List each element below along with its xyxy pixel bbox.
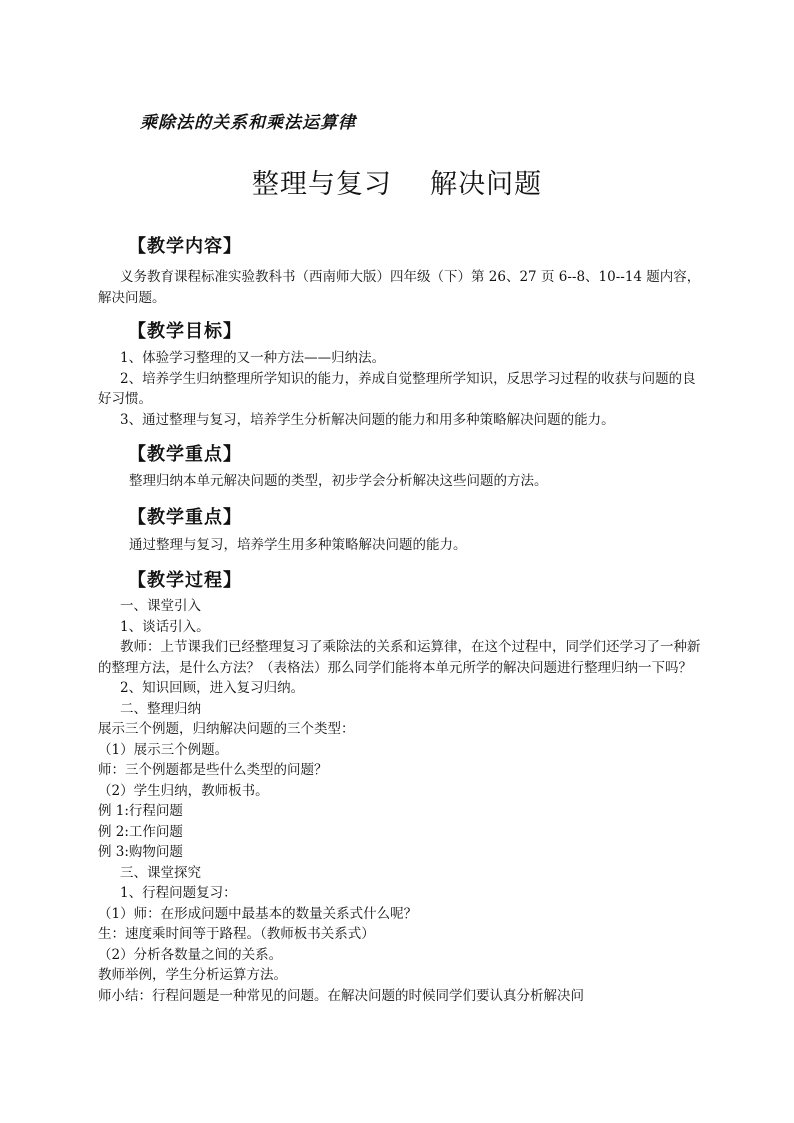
page-title: 整理与复习 解决问题: [251, 169, 543, 200]
process-line: 例 3:购物问题: [98, 844, 183, 860]
section-teaching-focus: [98, 471, 702, 492]
process-line: 教师举例，学生分析运算方法。: [98, 967, 287, 983]
heading-teaching-process: 【教学过程】: [128, 570, 242, 591]
paragraph: 整理归纳本单元解决问题的类型，初步学会分析解决这些问题的方法。: [129, 473, 548, 489]
goal-item: 1、体验学习整理的又一种方法——归纳法。: [120, 350, 386, 366]
heading-teaching-goals: 【教学目标】: [128, 321, 242, 342]
process-line: 教师：上节课我们已经整理复习了乘除法的关系和运算律，在这个过程中，同学们还学习了一种新的整理方法，是什么方法？（表格法）那么同学们能将本单元所学的解决问题进行整理归纳一下吗？: [98, 639, 701, 676]
process-line: 例 1:行程问题: [98, 803, 183, 819]
process-line: 师小结：行程问题是一种常见的问题。在解决问题的时候同学们要认真分析解决问: [98, 987, 584, 1004]
section-teaching-focus-2: [98, 535, 702, 556]
process-line: 2、知识回顾，进入复习归纳。: [120, 680, 305, 696]
process-line: 1、谈话引入。: [120, 618, 210, 635]
goal-item: 3、通过整理与复习，培养学生分析解决问题的能力和用多种策略解决问题的能力。: [120, 411, 615, 428]
paragraph: 通过整理与复习，培养学生用多种策略解决问题的能力。: [129, 537, 467, 553]
process-line: 三、课堂探究: [120, 864, 201, 881]
process-line: （2）学生归纳，教师板书。: [98, 782, 269, 799]
paragraph: 义务教育课程标准实验教科书（西南师大版）四年级（下）第 26、27 页 6--8、10--14 题内容，解决问题。: [98, 269, 701, 306]
process-line: （1）展示三个例题。: [98, 741, 229, 758]
process-line: 展示三个例题，归纳解决问题的三个类型：: [98, 721, 355, 737]
heading-teaching-content: 【教学内容】: [128, 236, 242, 257]
heading-teaching-focus: 【教学重点】: [128, 444, 242, 465]
process-line: （1）师：在形成问题中最基本的数量关系式什么呢？: [98, 905, 418, 922]
process-line: 一、课堂引入: [120, 598, 201, 614]
section-teaching-goals: [98, 348, 702, 430]
section-teaching-content: [98, 267, 702, 308]
process-line: 二、整理归纳: [120, 700, 201, 717]
header-note: 乘除法的关系和乘法运算律: [140, 113, 356, 133]
process-line: 师：三个例题都是些什么类型的问题？: [98, 762, 328, 778]
heading-teaching-focus-2: 【教学重点】: [128, 507, 242, 528]
process-line: 1、行程问题复习：: [120, 885, 237, 901]
goal-item: 2、培养学生归纳整理所学知识的能力，养成自觉整理所学知识，反思学习过程的收获与问题的良好习惯。: [98, 370, 696, 407]
process-line: （2）分析各数量之间的关系。: [98, 946, 283, 963]
process-line: 生：速度乘时间等于路程。（教师板书关系式）: [98, 926, 375, 942]
process-line: 例 2:工作问题: [98, 823, 183, 840]
section-teaching-process: [98, 596, 702, 1006]
